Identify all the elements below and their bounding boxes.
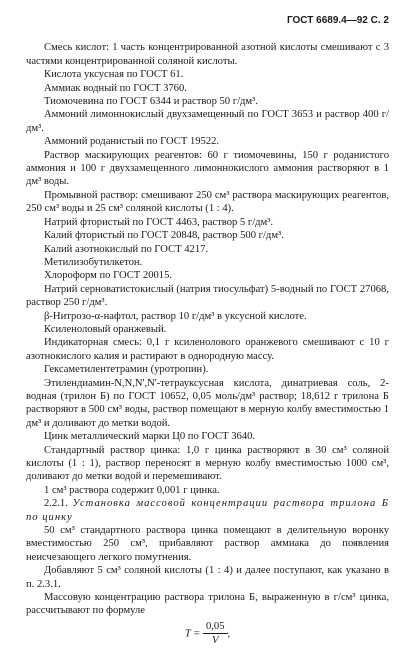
paragraph: Аммоний лимоннокислый двухзамещенный по ГОСТ 3653 и раствор 400 г/дм³. [26,109,389,134]
formula-equals: = [193,628,201,640]
section-title: Установка массовой концентрации раствора трилона Б по цинку [26,498,389,523]
paragraph: Калий азотнокислый по ГОСТ 4217. [44,243,209,255]
paragraph: Цинк металлический марки Ц0 по ГОСТ 3640. [44,431,256,443]
paragraph: Смесь кислот: 1 часть концентрированной азотной кислоты смешивают с 3 частями концентрированной соляной кислоты. [26,42,389,67]
paragraph: Кислота уксусная по ГОСТ 61. [44,69,184,81]
formula-denominator: V [212,635,219,647]
paragraph: Добавляют 5 см³ соляной кислоты (1 : 4) и далее поступают, как указано в п. 2.3.1. [26,565,389,590]
paragraph: 50 см³ стандартного раствора цинка помещают в делительную воронку вместимостью 250 см³, прибавляют раствор аммиака до появления неисчезающего легкого помутнения. [26,525,389,563]
section-heading [26,497,389,524]
paragraph: Раствор маскирующих реагентов: 60 г тиомочевины, 150 г роданистого аммония и 100 г двухзамещенного лимоннокислого аммония растворяют в 1 дм³ воды. [26,149,389,188]
paragraph: Натрий серноватистокислый (натрия тиосульфат) 5-водный по ГОСТ 27068, раствор 250 г/дм³. [26,283,389,309]
formula-trail: , [227,628,231,640]
paragraph: Натрий фтористый по ГОСТ 4463, раствор 5 г/дм³. [44,216,274,228]
formula-lhs: T [184,628,191,640]
paragraph: Стандартный раствор цинка: 1,0 г цинка растворяют в 30 см³ соляной кислоты (1 : 1), раствор переносят в мерную колбу вместимостью 1000 см³, доливают до метки водой и перемешивают. [26,444,389,483]
formula [26,620,389,648]
formula-fraction [203,620,228,648]
paragraph: Индикаторная смесь: 0,1 г ксиленолового оранжевого смешивают с 10 г азотнокислого калия и растирают в однородную массу. [26,337,389,362]
paragraph: Промывной раствор: смешивают 250 см³ раствора маскирующих реагентов, 250 см³ воды и 25 см³ соляной кислоты (1 : 4). [26,189,389,215]
document-page [26,14,389,648]
paragraph: Ксиленоловый оранжевый. [44,323,167,335]
paragraph: Аммоний роданистый по ГОСТ 19522. [44,136,220,148]
formula-numerator: 0,05 [203,620,228,634]
paragraph: Калий фтористый по ГОСТ 20848, раствор 500 г/дм³. [44,230,284,242]
paragraph: Аммиак водный по ГОСТ 3760. [44,82,187,94]
paragraph: 1 см³ раствора содержит 0,001 г цинка. [44,484,220,496]
paragraph: β-Нитрозо-α-нафтол, раствор 10 г/дм³ в уксусной кислоте. [44,310,307,322]
paragraph: Тиомочевина по ГОСТ 6344 и раствор 50 г/дм³. [44,96,258,108]
section-number: 2.2.1. [44,498,68,510]
paragraph: Гексаметилентетрамин (уротропин). [44,364,209,376]
paragraph: Массовую концентрацию раствора трилона Б, выраженную в г/см³ цинка, рассчитывают по формуле [26,592,389,617]
paragraph: Хлороформ по ГОСТ 20015. [44,270,173,282]
paragraph: Метилизобутилкетон. [44,256,143,268]
page-header: ГОСТ 6689.4—92 С. 2 [286,15,389,26]
paragraph: Этилендиамин-N,N,N',N'-тетрауксусная кислота, динатриевая соль, 2-водная (трилон Б) по ГОСТ 10652, 0,05 моль/дм³ раствор; 18,612 г трилона Б растворяют в 500 см³ воды, раствор помещают в мерную колбу вместимостью 1 дм³ и доливают до метки водой. [26,377,389,429]
